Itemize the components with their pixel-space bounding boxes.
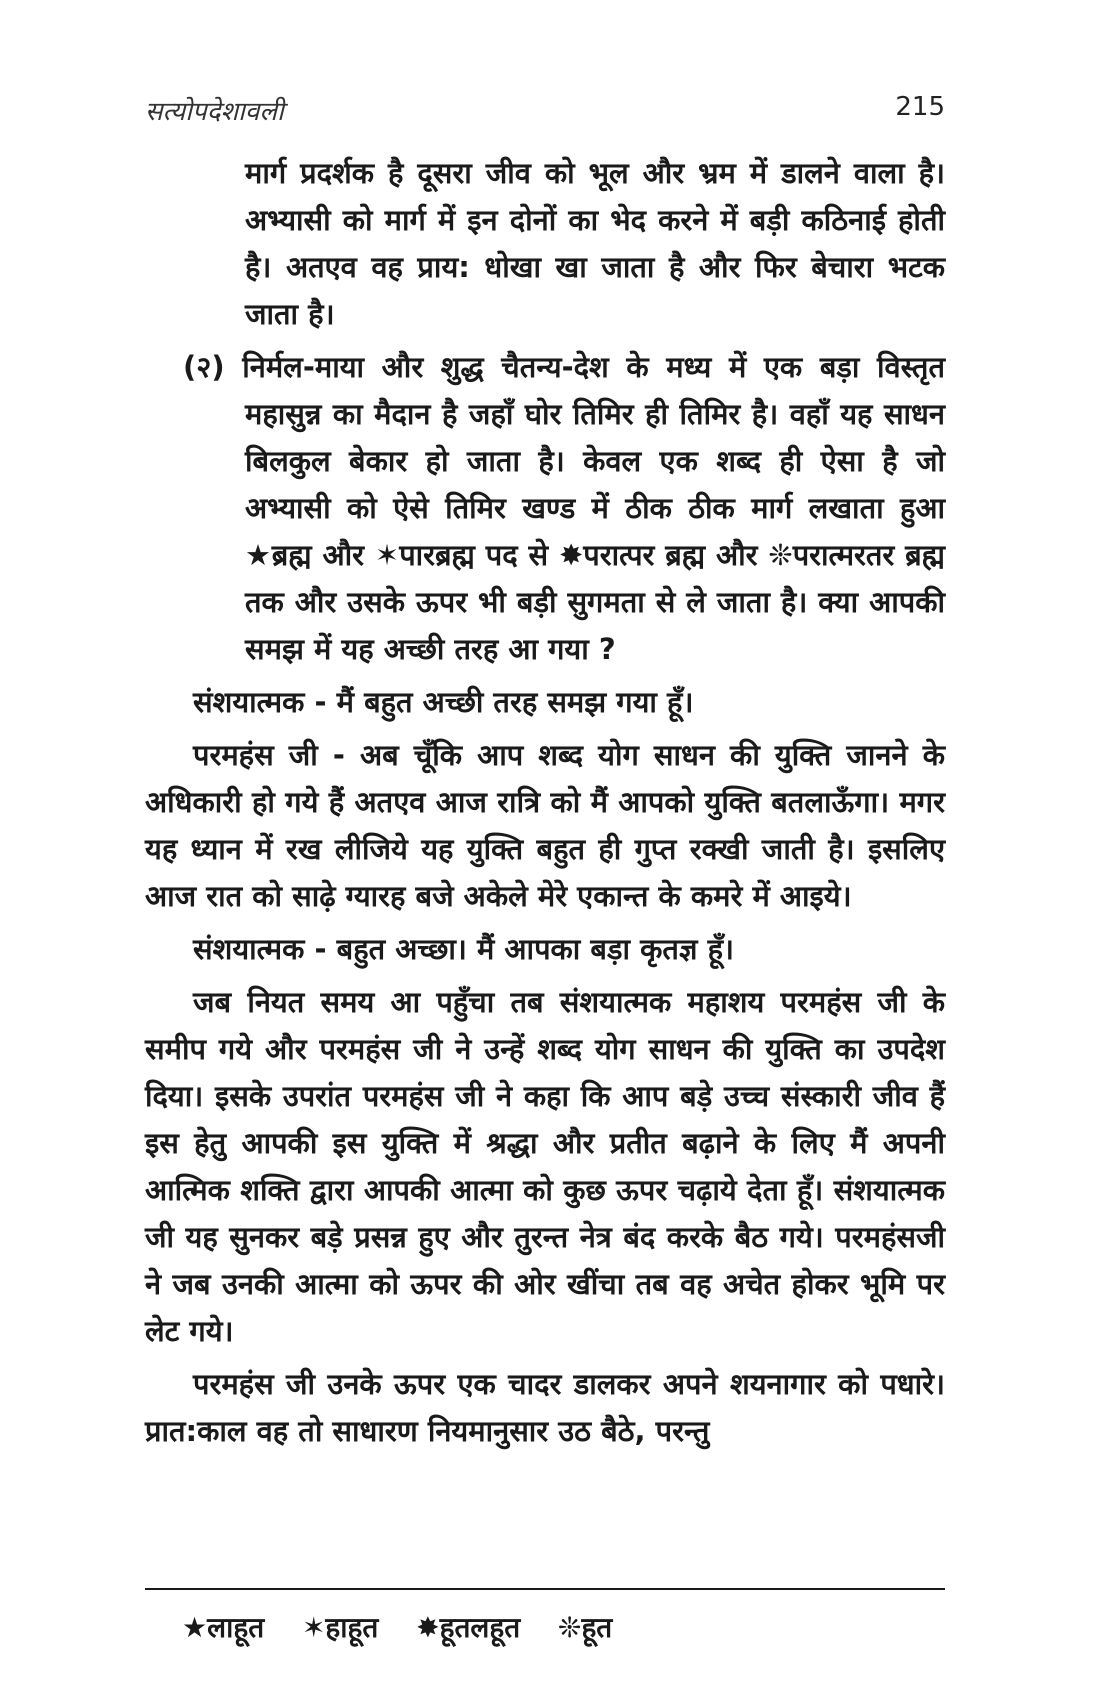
- footnote-4: ❊हूत: [557, 1611, 613, 1644]
- dialog-sanshayatmak-1: संशयात्मक - मैं बहुत अच्छी तरह समझ गया हूँ।: [193, 685, 694, 719]
- list-item-2: [145, 344, 945, 673]
- star-icon: ★: [182, 1611, 208, 1644]
- dialog-sanshayatmak-2: संशयात्मक - बहुत अच्छा। मैं आपका बड़ा कृतज्ञ हूँ।: [193, 932, 734, 966]
- footnote-1: ★लाहूत: [182, 1611, 265, 1644]
- star-icon: ❊: [557, 1611, 582, 1644]
- footnotes: [182, 1608, 942, 1648]
- continued-paragraph: मार्ग प्रदर्शक है दूसरा जीव को भूल और भ्रम में डालने वाला है। अभ्यासी को मार्ग में इन दोनों का भेद करने में बड़ी कठिनाई होती है। अतएव वह प्राय: धोखा खा जाता है और फिर बेचारा भटक जाता है।: [245, 156, 945, 331]
- footnote-divider: [145, 1588, 945, 1590]
- item-text-part2: परात्मरतर ब्रह्म तक और उसके ऊपर भी बड़ी सुगमता से ले जाता है। क्या आपकी समझ में यह अच्छी तरह आ गया ?: [245, 538, 945, 666]
- footnote-2: ✶हाहूत: [301, 1611, 379, 1644]
- footnote-3: ✸हूतलहूत: [416, 1611, 521, 1644]
- narrative-paragraph-2: परमहंस जी उनके ऊपर एक चादर डालकर अपने शयनागार को पधारे। प्रात:काल वह तो साधारण नियमानुसार उठ बैठे, परन्तु: [145, 1367, 945, 1448]
- page-number: 215: [895, 92, 945, 122]
- page-header: [145, 92, 945, 132]
- narrative-paragraph-1: जब नियत समय आ पहुँचा तब संशयात्मक महाशय परमहंस जी के समीप गये और परमहंस जी ने उन्हें शब्द योग साधन की युक्ति का उपदेश दिया। इसके उपरांत परमहंस जी ने कहा कि आप बड़े उच्च संस्कारी जीव हैं इस हेतु आपकी इस युक्ति में श्रद्धा और प्रतीत बढ़ाने के लिए मैं अपनी आत्मिक शक्ति द्वारा आपकी आत्मा को कुछ ऊपर चढ़ाये देता हूँ। संशयात्मक जी यह सुनकर बड़े प्रसन्न हुए और तुरन्त नेत्र बंद करके बैठ गये। परमहंसजी ने जब उनकी आत्मा को ऊपर की ओर खींचा तब वह अचेत होकर भूमि पर लेट गये।: [145, 985, 945, 1348]
- star-icon: ✸: [416, 1611, 440, 1644]
- star-icon-2: ✶: [374, 538, 400, 572]
- item-marker: (२): [183, 350, 225, 384]
- page-body: [145, 150, 945, 1461]
- star-icon-3: ✸: [558, 538, 584, 572]
- star-icon-1: ★: [245, 538, 272, 572]
- star-icon: ✶: [301, 1611, 326, 1644]
- term-parbrahm: पारब्रह्म पद से: [399, 538, 549, 572]
- term-paratpar: परात्पर ब्रह्म और: [583, 538, 758, 572]
- book-title: सत्योपदेशावली: [145, 97, 284, 127]
- term-brahm: ब्रह्म और: [271, 538, 364, 572]
- item-text-part1: निर्मल-माया और शुद्ध चैतन्य-देश के मध्य में एक बड़ा विस्तृत महासुन्न का मैदान है जहाँ घोर तिमिर ही तिमिर है। वहाँ यह साधन बिलकुल बेकार हो जाता है। केवल एक शब्द ही ऐसा है जो अभ्यासी को ऐसे तिमिर खण्ड में ठीक ठीक मार्ग लखाता हुआ: [242, 350, 945, 525]
- star-icon-4: ❊: [768, 538, 793, 572]
- dialog-paramhans: परमहंस जी - अब चूँकि आप शब्द योग साधन की युक्ति जानने के अधिकारी हो गये हैं अतएव आज रात्रि को मैं आपको युक्ति बतलाऊँगा। मगर यह ध्यान में रख लीजिये यह युक्ति बहुत ही गुप्त रक्खी जाती है। इसलिए आज रात को साढ़े ग्यारह बजे अकेले मेरे एकान्त के कमरे में आइये।: [145, 738, 945, 913]
